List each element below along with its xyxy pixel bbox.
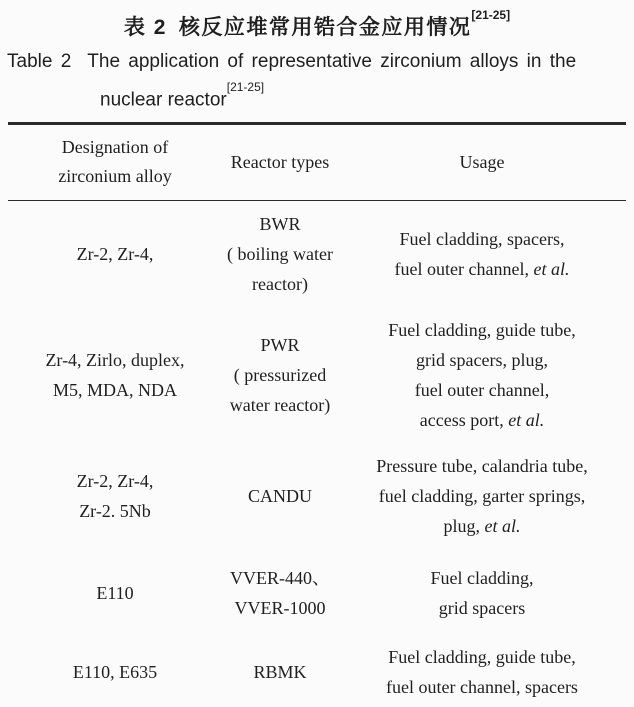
cell-line: zirconium alloy <box>58 166 172 187</box>
cell-line: Zr-2, Zr-4, <box>76 471 154 492</box>
usage-cell <box>338 451 626 541</box>
et-al-italic: et al. <box>484 516 521 537</box>
table-caption-en-line2 <box>0 81 634 113</box>
cell-line: CANDU <box>247 486 312 507</box>
cell-line: VVER-1000 <box>234 598 326 619</box>
table-row <box>8 443 626 549</box>
cell-line: M5, MDA, NDA <box>52 380 177 401</box>
cell-line: fuel cladding, garter springs, <box>378 486 586 507</box>
cell-line: grid spacers <box>438 598 526 619</box>
usage-cell <box>338 642 626 702</box>
reactor-cell <box>222 330 338 420</box>
cell-line: Fuel cladding, spacers, <box>399 229 565 250</box>
cell-line: PWR <box>260 335 300 356</box>
cell-line: Fuel cladding, guide tube, <box>388 320 576 341</box>
table-caption-zh-text: 核反应堆常用锆合金应用情况 <box>178 16 472 39</box>
cell-line: Pressure tube, calandria tube, <box>376 456 588 477</box>
usage-cell <box>338 224 626 284</box>
usage-cell <box>338 563 626 623</box>
reactor-cell <box>222 209 338 299</box>
cell-line: access port, et al. <box>419 410 545 431</box>
table-row <box>8 201 626 307</box>
cell-line: fuel outer channel, <box>414 380 550 401</box>
alloy-cell <box>8 466 222 526</box>
table-caption-en-text: The application of representative zirconium alloys in the <box>87 51 577 72</box>
reactor-cell <box>222 657 338 687</box>
column-header-alloy <box>8 133 222 191</box>
usage-cell <box>338 315 626 435</box>
cell-line: VVER-440、 <box>230 568 330 589</box>
cell-line: water reactor) <box>229 395 331 416</box>
table-caption-en-text2: nuclear reactor <box>100 89 227 111</box>
table-row <box>8 549 626 637</box>
citation-superscript-zh: [21-25] <box>471 8 511 22</box>
cell-line: Zr-2. 5Nb <box>79 501 151 522</box>
reactor-cell <box>222 563 338 623</box>
citation-superscript-en: [21-25] <box>226 80 265 94</box>
table-header-row <box>8 125 626 201</box>
table-caption-zh <box>0 0 634 41</box>
table-caption-en-label: Table 2 <box>7 51 72 72</box>
cell-line: Usage <box>459 151 505 172</box>
table-caption-en-line1 <box>0 49 634 75</box>
cell-line: E110 <box>96 583 134 604</box>
et-al-italic: et al. <box>508 410 545 431</box>
table-row <box>8 307 626 443</box>
cell-line: reactor) <box>252 274 308 295</box>
cell-line: Zr-4, Zirlo, duplex, <box>45 350 185 371</box>
cell-line: RBMK <box>253 662 307 683</box>
cell-line: fuel outer channel, spacers <box>386 677 578 698</box>
cell-line: ( pressurized <box>233 365 327 386</box>
column-header-reactor <box>222 148 338 177</box>
column-header-usage <box>338 148 626 177</box>
cell-line: grid spacers, plug, <box>416 350 548 371</box>
cell-line: ( boiling water <box>227 244 333 265</box>
cell-line: Fuel cladding, <box>430 568 534 589</box>
cell-line: Zr-2, Zr-4, <box>76 244 154 265</box>
cell-line: fuel outer channel, et al. <box>394 259 570 280</box>
cell-line: Designation of <box>61 137 169 158</box>
cell-line: BWR <box>259 214 301 235</box>
reactor-cell <box>222 481 338 511</box>
et-al-italic: et al. <box>533 259 570 280</box>
cell-line: Reactor types <box>230 151 330 172</box>
table-row <box>8 637 626 707</box>
alloy-cell <box>8 578 222 608</box>
cell-line: Fuel cladding, guide tube, <box>388 647 576 668</box>
table-body <box>8 201 626 707</box>
cell-line: E110, E635 <box>72 662 158 683</box>
alloy-cell <box>8 239 222 269</box>
cell-line: plug, et al. <box>443 516 521 537</box>
alloy-cell <box>8 345 222 405</box>
table-caption-zh-label: 表 2 <box>123 16 167 39</box>
alloy-cell <box>8 657 222 687</box>
alloy-application-table <box>8 122 626 707</box>
